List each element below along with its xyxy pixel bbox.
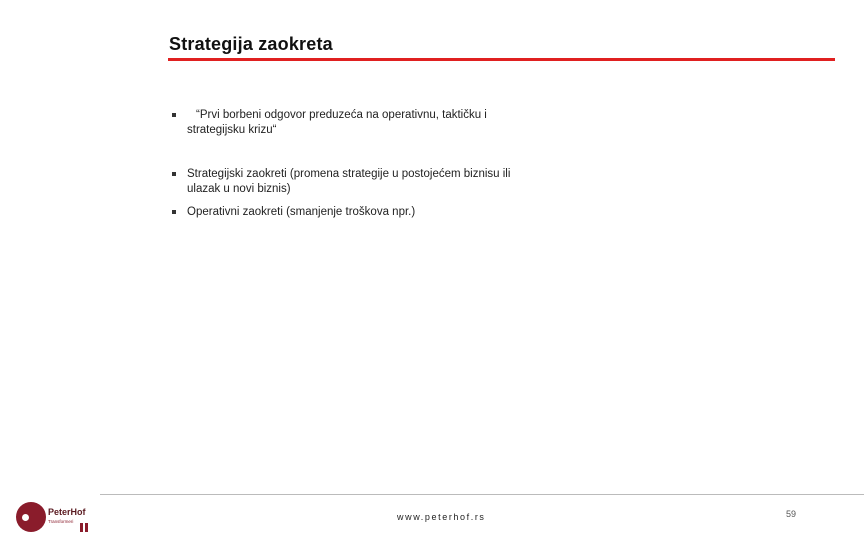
slide-title: Strategija zaokreta bbox=[169, 34, 333, 54]
page-number: 59 bbox=[786, 509, 797, 519]
list-item bbox=[170, 205, 570, 220]
square-bullet-icon bbox=[172, 113, 176, 117]
bullet-text-line: strategijsku krizu“ bbox=[187, 124, 277, 136]
logo-circle-icon bbox=[16, 502, 46, 532]
footer-divider bbox=[100, 494, 864, 495]
logo-bar bbox=[85, 523, 88, 532]
bullet-text-line: ulazak u novi biznis) bbox=[187, 183, 291, 195]
logo-subtitle: Transformeri bbox=[48, 519, 74, 524]
logo-dot-icon bbox=[22, 514, 29, 521]
list-item bbox=[170, 108, 570, 138]
bullet-text-line: “Prvi borbeni odgovor preduzeća na operativnu, taktičku i bbox=[196, 109, 487, 121]
bullet-list bbox=[170, 108, 570, 220]
bullet-text-line: Operativni zaokreti (smanjenje troškova npr.) bbox=[187, 206, 416, 218]
logo-bar bbox=[80, 523, 83, 532]
square-bullet-icon bbox=[172, 210, 176, 214]
logo-name: PeterHof bbox=[48, 507, 86, 517]
square-bullet-icon bbox=[172, 172, 176, 176]
bullet-text-line: Strategijski zaokreti (promena strategije u postojećem biznisu ili bbox=[187, 168, 511, 180]
peterhof-logo bbox=[16, 502, 98, 534]
logo-bars-icon bbox=[80, 519, 90, 537]
title-underline bbox=[168, 58, 835, 61]
list-item bbox=[170, 167, 570, 197]
footer-url: www.peterhof.rs bbox=[397, 512, 486, 522]
